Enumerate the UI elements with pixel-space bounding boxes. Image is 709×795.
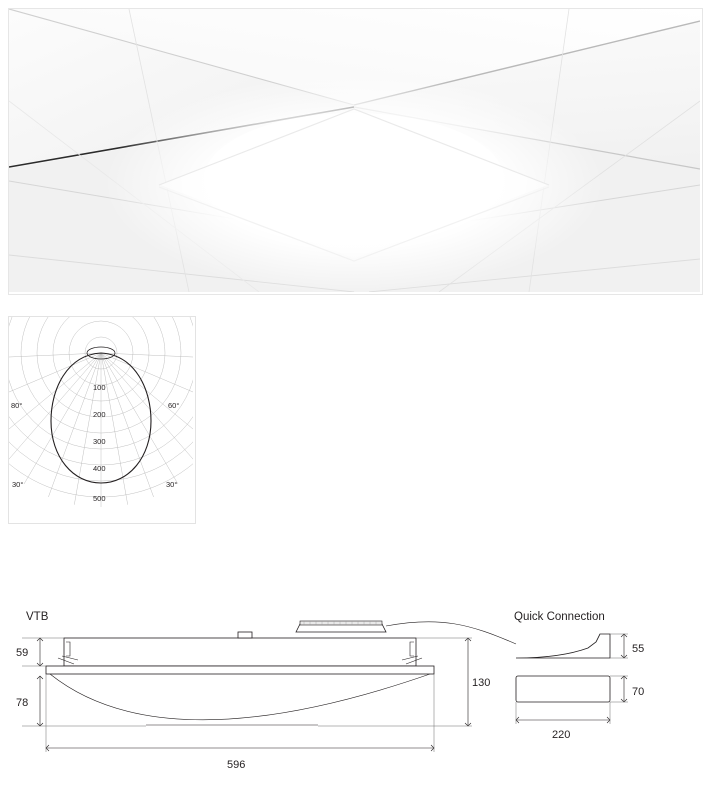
dim-text-596: 596	[227, 759, 246, 771]
polar-angle-label-60: 60°	[168, 401, 180, 410]
luminaire-housing	[64, 638, 416, 666]
dim-text-55: 55	[632, 643, 645, 655]
dim-text-220: 220	[552, 729, 571, 741]
dim-text-130: 130	[472, 677, 491, 689]
photometric-polar-diagram	[8, 316, 196, 524]
polar-radial-label: 200	[93, 410, 106, 419]
drawing-label-vtb: VTB	[26, 611, 49, 623]
polar-angle-label-30-right: 30°	[166, 480, 178, 489]
luminaire-glow-core	[204, 113, 504, 245]
driver-box-lid	[300, 621, 382, 625]
dim-text-59: 59	[16, 647, 29, 659]
polar-angle-label-80: 80°	[11, 401, 23, 410]
beam-outline	[50, 674, 430, 720]
product-photo-panel	[8, 8, 703, 295]
technical-drawing-svg	[0, 580, 709, 795]
dim-text-70: 70	[632, 686, 645, 698]
polar-angle-label-30-left: 30°	[12, 480, 24, 489]
technical-drawing-section	[0, 580, 709, 795]
ceiling-photo-illustration	[9, 9, 700, 292]
polar-radial-label: 300	[93, 437, 106, 446]
drawing-label-quick-connection: Quick Connection	[514, 611, 605, 623]
polar-radial-label: 100	[93, 383, 106, 392]
polar-diagram-svg	[9, 317, 193, 521]
quick-connection-plan	[516, 676, 610, 702]
diffuser-plate	[46, 666, 434, 674]
polar-radial-label: 400	[93, 464, 106, 473]
quick-connection-profile	[516, 634, 610, 658]
polar-radial-label: 500	[93, 494, 106, 503]
dim-text-78: 78	[16, 697, 29, 709]
housing-nub	[238, 632, 252, 638]
